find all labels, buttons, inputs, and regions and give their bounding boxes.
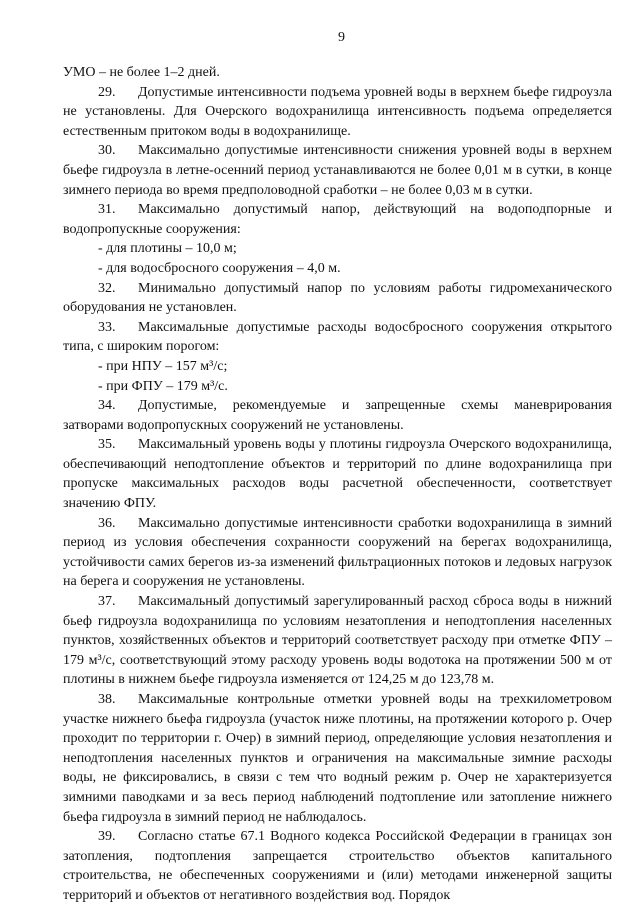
paragraph-text: Максимально допустимый напор, действующий на водоподпорные и водопропускные сооружения: bbox=[63, 202, 612, 237]
paragraph-text: Максимальные допустимые расходы водосбросного сооружения открытого типа, с широким порогом: bbox=[63, 319, 612, 355]
paragraph-number: 33. bbox=[98, 319, 116, 335]
paragraph-37 bbox=[63, 592, 612, 690]
list-item-npu-discharge: - при НПУ – 157 м³/с; bbox=[98, 358, 228, 374]
list-item-dam-head: - для плотины – 10,0 м; bbox=[98, 241, 237, 257]
paragraph-number: 37. bbox=[98, 594, 116, 610]
document-body bbox=[63, 63, 612, 906]
paragraph-29 bbox=[63, 83, 612, 142]
paragraph-text: Максимальные контрольные отметки уровней воды на трехкилометровом участке нижнего бьефа гидроузла (участок ниже плотины, на протяжении которого р. Очер проходит по территории г. Очер) в зимний период, определяющие условия незатопления и неподтопления населенных пунктов и ограничения на максимальные зимние расходы воды, не фиксировались, в связи с тем что водный режим р. Очер не характеризуется зимними паводками и за весь период наблюдений подтопление или затопление нижнего бьефа гидроузла в зимний период не наблюдалось. bbox=[63, 692, 612, 825]
paragraph-text: Минимально допустимый напор по условиям работы гидромеханического оборудования не установлен. bbox=[63, 280, 612, 316]
paragraph-number: 39. bbox=[98, 829, 116, 845]
paragraph-number: 34. bbox=[98, 398, 116, 414]
list-item-fpu-discharge: - при ФПУ – 179 м³/с. bbox=[98, 378, 228, 394]
paragraph-30 bbox=[63, 141, 612, 200]
list-item-spillway-head: - для водосбросного сооружения – 4,0 м. bbox=[98, 260, 341, 276]
paragraph-number: 36. bbox=[98, 515, 116, 531]
paragraph-text: Максимальный допустимый зарегулированный расход сброса воды в нижний бьеф гидроузла водохранилища по условиям незатопления и неподтопления населенных пунктов, хозяйственных объектов и территорий соответствует расходу при отметке ФПУ – 179 м³/с, соответствующий этому расходу уровень воды водотока на протяжении 500 м от плотины в нижнем бьефе гидроузла изменяется от 124,25 м до 123,78 м. bbox=[63, 594, 612, 688]
paragraph-number: 32. bbox=[98, 280, 116, 296]
paragraph-36 bbox=[63, 514, 612, 592]
paragraph-number: 31. bbox=[98, 202, 116, 218]
paragraph-35 bbox=[63, 435, 612, 513]
paragraph-38 bbox=[63, 690, 612, 827]
paragraph-text: Допустимые интенсивности подъема уровней воды в верхнем бьефе гидроузла не установлены. Для Очерского водохранилища интенсивность подъема определяется естественным притоком воды в водохранилище. bbox=[63, 84, 612, 139]
paragraph-33 bbox=[63, 318, 612, 357]
paragraph-34 bbox=[63, 396, 612, 435]
paragraph-number: 29. bbox=[98, 84, 116, 100]
paragraph-text: Максимально допустимые интенсивности сработки водохранилища в зимний период из условия обеспечения сохранности сооружений на берегах водохранилища, устойчивости самих берегов из-за изменений фильтрационных потоков и ледовых нагрузок на берега и сооружения не установлены. bbox=[63, 515, 612, 590]
paragraph-31 bbox=[63, 200, 612, 239]
paragraph-number: 38. bbox=[98, 692, 116, 707]
paragraph-39 bbox=[63, 827, 612, 905]
paragraph-number: 35. bbox=[98, 437, 116, 453]
page-number: 9 bbox=[338, 30, 345, 45]
paragraph-text: Максимально допустимые интенсивности снижения уровней воды в верхнем бьефе гидроузла в летне-осенний период устанавливаются не более 0,01 м в сутки, в конце зимнего периода во время предполоводной сработки – не более 0,03 м в сутки. bbox=[63, 143, 612, 198]
paragraph-text: Максимальный уровень воды у плотины гидроузла Очерского водохранилища, обеспечивающий неподтопление объектов и территорий по длине водохранилища при пропуске максимальных расходов воды расчетной обеспеченности, соответствует значению ФПУ. bbox=[63, 437, 612, 512]
paragraph-number: 30. bbox=[98, 143, 116, 159]
paragraph-intro: УМО – не более 1–2 дней. bbox=[63, 65, 220, 80]
paragraph-32 bbox=[63, 279, 612, 318]
paragraph-text: Допустимые, рекомендуемые и запрещенные схемы маневрирования затворами водопропускных сооружений не установлены. bbox=[63, 398, 612, 433]
paragraph-text: Согласно статье 67.1 Водного кодекса Российской Федерации в границах зон затопления, подтопления запрещается строительство объектов капитального строительства, не обеспеченных сооружениями и (или) методами инженерной защиты территорий и объектов от негативного воздействия вод. Порядок bbox=[63, 829, 612, 903]
